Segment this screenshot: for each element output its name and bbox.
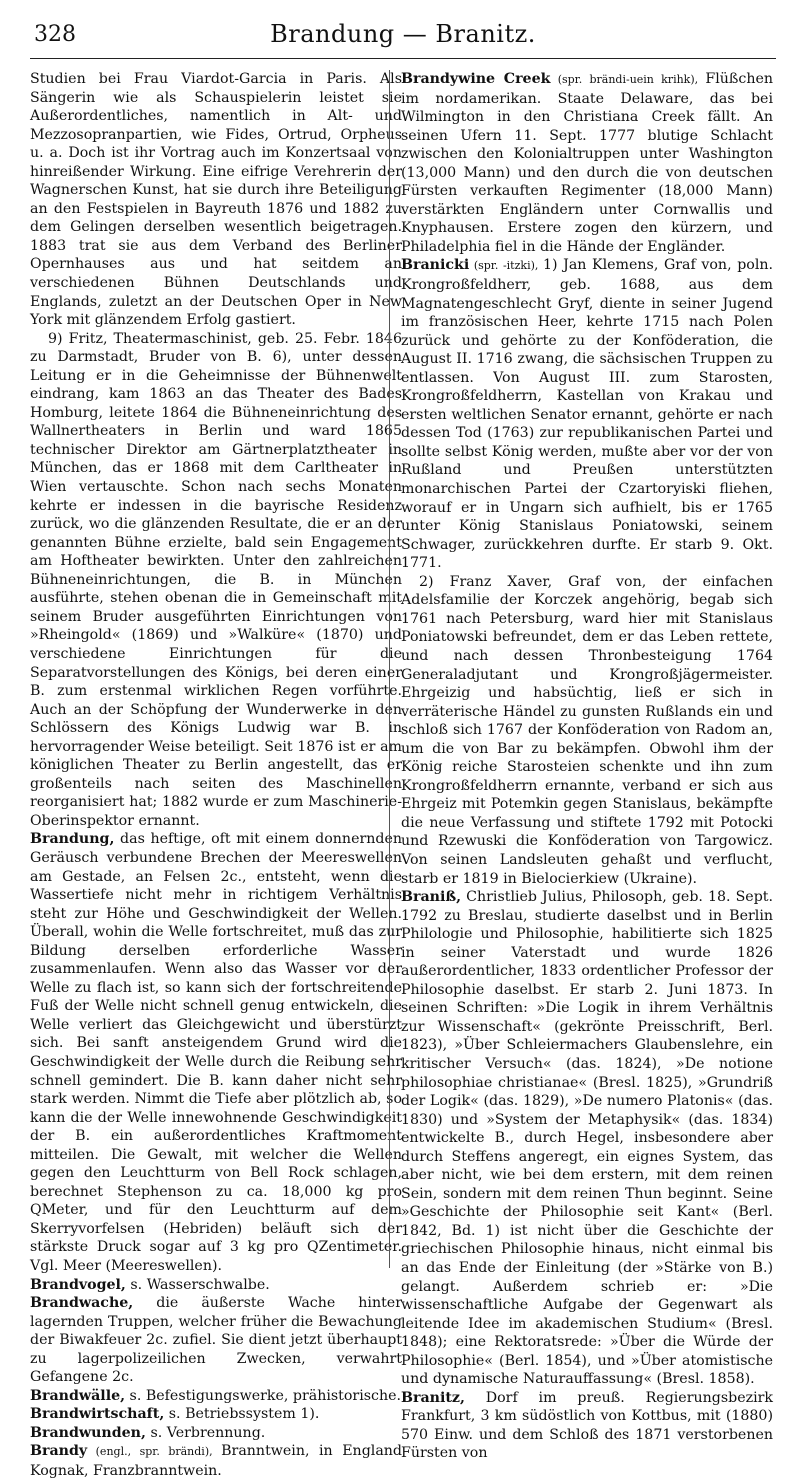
- entry-brandung: [30, 830, 402, 1275]
- header-rule: [30, 58, 776, 59]
- entry-brandwirtschaft: [30, 1405, 402, 1424]
- entry-pronunciation: (engl., spr. brändi),: [87, 1445, 222, 1459]
- entry-text: s. Wasserschwalbe.: [125, 1276, 270, 1293]
- entry-text: Dorf im preuß. Regierungsbezirk Frankfurt, 3 km südöstlich von Kottbus, mit (1880) 570 Einw. und dem Schloß des 1871 verstorbenen Fürsten von: [401, 1389, 773, 1462]
- entry-branitz: [401, 1389, 773, 1463]
- entry-text: 1) Jan Klemens, Graf von, poln. Krongroßfeldherr, geb. 1688, aus dem Magnatengeschlecht Gryf, diente in seiner Jugend im französischen Heer, kehrte 1715 nach Polen zurück und gehörte zu der Konföderation, die August II. 1716 zwang, die sächsischen Truppen zu entlassen. Von August III. zum Starosten, Krongroßfeldherrn, Kastellan von Krakau und ersten weltlichen Senator ernannt, gehörte er nach dessen Tod (1763) zur republikanischen Partei und sollte selbst König werden, mußte aber vor der von Rußland und Preußen unterstützten monarchischen Partei der Czartoryiski fliehen, worauf er in Ungarn sich aufhielt, bis er 1765 unter König Stanislaus Poniatowski, seinem Schwager, zurückkehren durfte. Er starb 9. Okt. 1771.: [401, 257, 773, 572]
- entry-text: Branntwein, in England Kognak, Franzbranntwein.: [30, 1443, 402, 1480]
- entry-continuation: Studien bei Frau Viardot-Garcia in Paris. Als Sängerin wie als Schauspielerin leistet sie Außerordentliches, namentlich in Alt- und Mezzosopranpartien, wie Fides, Ortrud, Orpheus u. a. Doch ist ihr Vortrag auch im Konzertsaal von hinreißender Wirkung. Eine eifrige Verehrerin der Wagnerschen Kunst, hat sie durch ihre Beteiligung an den Festspielen in Bayreuth 1876 und 1882 zu dem Gelingen derselben wesentlich beigetragen. 1883 trat sie aus dem Verband des Berliner Opernhauses aus und hat seitdem an verschiedenen Bühnen Deutschlands und Englands, zuletzt an der Deutschen Oper in New York mit glänzendem Erfolg gastiert.: [30, 71, 402, 329]
- entry-term: Branicki: [401, 257, 470, 274]
- entry-term: Brandwirtschaft,: [30, 1406, 165, 1423]
- entry-term: Brandy: [30, 1443, 88, 1460]
- right-column: [401, 70, 774, 1462]
- entry-term: Braniß,: [401, 889, 462, 906]
- entry-term: Brandung,: [30, 831, 115, 848]
- entry-term: Brandwunden,: [30, 1424, 146, 1441]
- entry-text: s. Verbrennung.: [145, 1424, 266, 1441]
- entry-term: Brandvogel,: [30, 1276, 126, 1293]
- entry-pronunciation: (spr. brändi-uein krihk),: [550, 73, 706, 86]
- running-title: Brandung — Branitz.: [270, 20, 536, 48]
- page-number: 328: [34, 22, 76, 47]
- entry-term: Brandywine Creek: [401, 71, 551, 87]
- entry-brandwache: [30, 1294, 402, 1387]
- entry-text: s. Befestigungswerke, prähistorische.: [125, 1387, 402, 1404]
- entry-fritz: 9) Fritz, Theatermaschinist, geb. 25. Febr. 1846 zu Darmstadt, Bruder von B. 6), unter dessen Leitung er in die Geheimnisse der Bühnenwelt eindrang, kam 1863 an das Theater des Bades Homburg, leitete 1864 die Bühneneinrichtung des Wallnertheaters in Berlin und ward 1865 technischer Direktor am Gärtnerplatztheater in München, das er 1868 mit dem Carltheater in Wien vertauschte. Schon nach sechs Monaten kehrte er indessen in die bayrische Residenz zurück, wo die glänzenden Resultate, die er an der genannten Bühne erzielte, bald sein Engagement am Hoftheater bewirkten. Unter den zahlreichen Bühneneinrichtungen, die B. in München ausführte, stehen obenan die in Gemeinschaft mit seinem Bruder ausgeführten Einrichtungen von »Rheingold« (1869) und »Walküre« (1870) und verschiedene Einrichtungen für die Separatvorstellungen des Königs, bei deren einer B. zum erstenmal wirklichen Regen vorführte. Auch an der Schöpfung der Wunderwerke in den Schlössern des Königs Ludwig war B. in hervorragender Weise beteiligt. Seit 1876 ist er am königlichen Theater zu Berlin angestellt, das er großenteils nach seiten des Maschinellen reorganisiert hat; 1882 wurde er zum Maschinerie-Oberinspektor ernannt.: [30, 330, 402, 829]
- column-divider: [389, 70, 390, 1268]
- entry-term: Brandwache,: [30, 1295, 134, 1312]
- entry-brandvogel: [30, 1276, 402, 1295]
- entry-text: Flüßchen im nordamerikan. Staate Delaware, das bei Wilmington in den Christiana Creek fällt. An seinen Ufern 11. Sept. 1777 blutige Schlacht zwischen den Kolonialtruppen unter Washington (13,000 Mann) und den durch die von deutschen Fürsten verkauften Regimenter (18,000 Mann) verstärkten Engländern unter Cornwallis und Knyphausen. Erstere zogen den kürzern, und Philadelphia fiel in die Hände der Engländer.: [401, 71, 774, 255]
- left-column: [30, 70, 402, 1480]
- entry-braniss: [401, 888, 773, 1389]
- entry-pronunciation: (spr. -itzki),: [469, 259, 543, 273]
- entry-term: Branitz,: [401, 1389, 465, 1406]
- entry-term: Brandwälle,: [30, 1387, 126, 1404]
- entry-branicki-2: 2) Franz Xaver, Graf von, der einfachen Adelsfamilie der Korczek angehörig, begab sich 1761 nach Petersburg, ward hier mit Stanislaus Poniatowski befreundet, dem er das Leben rettete, und nach dessen Thronbesteigung 1764 Generaladjutant und Krongroßjägermeister. Ehrgeizig und habsüchtig, ließ er sich in verräterische Händel zu gunsten Rußlands ein und schloß sich 1767 der Konföderation von Radom an, um die von Bar zu bekämpfen. Obwohl ihm der König reiche Starosteien schenkte und ihn zum Krongroßfeldherrn ernannte, verband er sich aus Ehrgeiz mit Potemkin gegen Stanislaus, bekämpfte die neue Verfassung und stiftete 1792 mit Potocki und Rzewuski die Konföderation von Targowicz. Von seinen Landsleuten gehaßt und verflucht, starb er 1819 in Bielocierkiew (Ukraine).: [401, 573, 773, 887]
- entry-text: die äußerste Wache hinter lagernden Truppen, welcher früher die Bewachung der Biwakfeuer 2c. zufiel. Sie dient jetzt überhaupt zu lagerpolizeilichen Zwecken, verwahrt Gefangene 2c.: [30, 1295, 402, 1386]
- entry-text: das heftige, oft mit einem donnernden Geräusch verbundene Brechen der Meereswellen am Gestade, an Felsen 2c., entsteht, wenn die Wassertiefe nicht mehr in richtigem Verhältnis steht zur Höhe und Geschwindigkeit der Wellen. Überall, wohin die Welle fortschreitet, muß das zur Bildung derselben erforderliche Wasser zusammenlaufen. Wenn also das Wasser vor der Welle zu flach ist, so kann sich der fortschreitende Fuß der Welle nicht schnell genug entwickeln, die Welle verliert das Gleichgewicht und überstürzt sich. Bei sanft ansteigendem Grund wird die Geschwindigkeit der Welle durch die Reibung sehr schnell gemindert. Die B. kann daher nicht sehr stark werden. Nimmt die Tiefe aber plötzlich ab, so kann die der Welle innewohnende Geschwindigkeit der B. ein außerordentliches Kraftmoment mitteilen. Die Gewalt, mit welcher die Wellen gegen den Leuchtturm von Bell Rock schlagen, berechnet Stephenson zu ca. 18,000 kg pro QMeter, und für den Leuchtturm auf dem Skerryvorfelsen (Hebriden) beläuft sich der stärkste Druck sogar auf 3 kg pro QZentimeter. Vgl. Meer (Meereswellen).: [30, 831, 402, 1274]
- entry-brandwunden: [30, 1424, 402, 1443]
- entry-text: s. Betriebssystem 1).: [164, 1406, 320, 1423]
- entry-brandy: [30, 1442, 402, 1480]
- entry-brandywine: [401, 70, 773, 256]
- entry-branicki: [401, 256, 773, 572]
- page-header: [30, 14, 776, 48]
- entry-brandwaelle: [30, 1387, 402, 1406]
- entry-text: Christlieb Julius, Philosoph, geb. 18. Sept. 1792 zu Breslau, studierte daselbst und in Berlin Philologie und Philosophie, habilitierte sich 1825 in seiner Vaterstadt und wurde 1826 außerordentlicher, 1833 ordentlicher Professor der Philosophie daselbst. Er starb 2. Juni 1873. In seinen Schriften: »Die Logik in ihrem Verhältnis zur Wissenschaft« (gekrönte Preisschrift, Berl. 1823), »Über Schleiermachers Glaubenslehre, ein kritischer Versuch« (das. 1824), »De notione philosophiae christianae« (Bresl. 1825), »Grundriß der Logik« (das. 1829), »De numero Platonis« (das. 1830) und »System der Metaphysik« (das. 1834) entwickelte B., durch Hegel, insbesondere aber durch Steffens angeregt, ein eignes System, das aber nicht, wie bei dem erstern, mit dem reinen Sein, sondern mit dem reinen Thun beginnt. Seine »Geschichte der Philosophie seit Kant« (Berl. 1842, Bd. 1) ist nicht über die Geschichte der griechischen Philosophie hinaus, nicht einmal bis an das Ende der Einleitung (der »Stärke von B.) gelangt. Außerdem schrieb er: »Die wissenschaftliche Aufgabe der Gegenwart als leitende Idee im akademischen Studium« (Bresl. 1848); eine Rektoratsrede: »Über die Würde der Philosophie« (Berl. 1854), und »Über atomistische und dynamische Naturauffassung« (Bresl. 1858).: [401, 889, 773, 1388]
